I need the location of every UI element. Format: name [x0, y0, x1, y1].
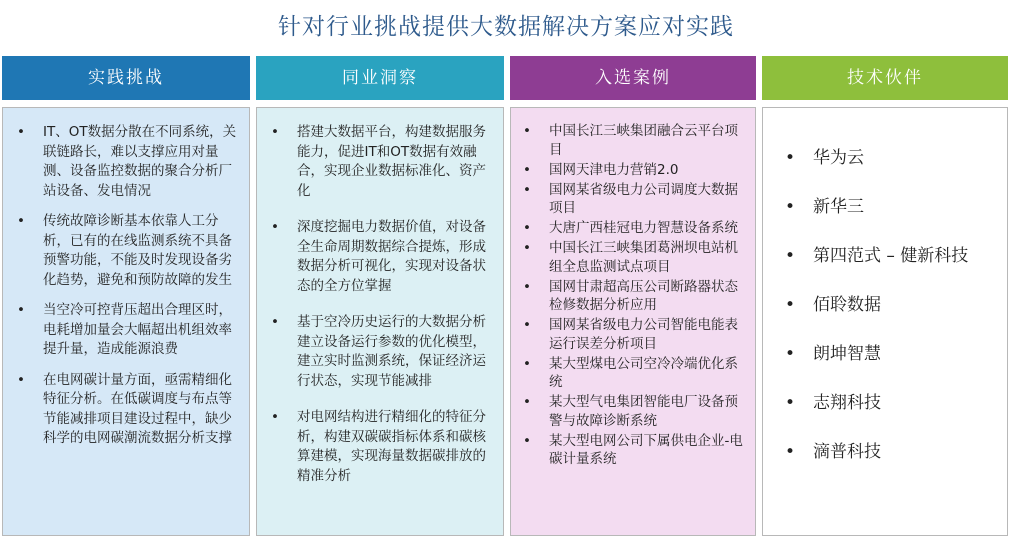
column-body [762, 107, 1008, 536]
list-item: • 滴普科技 [785, 442, 881, 462]
bullet-icon: • [523, 181, 531, 198]
list-item: • 中国长江三峡集团葛洲坝电站机组全息监测试点项目 [523, 240, 738, 275]
bullet-icon: • [785, 295, 796, 315]
list-item: • 传统故障诊断基本依靠人工分析，已有的在线监测系统不具备预警功能，不能及时发现设备劣化趋势，避免和预防故障的发生 [17, 213, 232, 288]
list-item: • 深度挖掘电力数据价值，对设备全生命周期数据综合提炼，形成数据分析可视化，实现对设备状态的全方位掌握 [271, 219, 486, 294]
bullet-icon: • [523, 220, 531, 236]
list-item: • 佰聆数据 [785, 295, 881, 315]
bullet-icon: • [271, 409, 279, 425]
column-header: 技术伙伴 [762, 56, 1008, 100]
list-item: • 第四范式 – 健新科技 [785, 246, 969, 266]
bullet-icon: • [785, 197, 796, 217]
column-body [2, 107, 250, 536]
bullet-icon: • [271, 314, 279, 330]
bullet-icon: • [17, 302, 25, 318]
list-item: • 新华三 [785, 197, 864, 217]
list-item: • 当空冷可控背压超出合理区时，电耗增加量会大幅超出机组效率提升量，造成能源浪费 [17, 302, 232, 357]
bullet-icon: • [523, 317, 531, 333]
bullet-list [17, 123, 239, 449]
list-item: • 朗坤智慧 [785, 344, 881, 364]
list-item: • 搭建大数据平台，构建数据服务能力，促进IT和OT数据有效融合，实现企业数据标准化、资产化 [271, 124, 486, 199]
bullet-list [271, 123, 495, 486]
column-header: 同业洞察 [256, 56, 504, 100]
bullet-icon: • [785, 246, 796, 266]
list-item: • 国网某省级电力公司调度大数据项目 [523, 181, 738, 216]
bullet-icon: • [17, 124, 25, 140]
bullet-icon: • [17, 213, 25, 229]
column-practice-challenges [2, 56, 250, 536]
list-item: • 大唐广西桂冠电力智慧设备系统 [523, 220, 738, 236]
list-item: • 在电网碳计量方面，亟需精细化特征分析。在低碳调度与布点等节能减排项目建设过程中，缺少科学的电网碳潮流数据分析支撑 [17, 371, 232, 446]
list-item: • 某大型煤电公司空冷冷端优化系统 [523, 355, 738, 390]
bullet-icon: • [785, 344, 796, 364]
list-item: • 中国长江三峡集团融合云平台项目 [523, 123, 738, 158]
bullet-icon: • [785, 442, 796, 462]
bullet-list [523, 122, 749, 469]
bullet-icon: • [523, 161, 531, 178]
column-header: 实践挑战 [2, 56, 250, 100]
list-item: • 华为云 [785, 148, 864, 168]
column-body [510, 107, 756, 536]
column-technology-partners [762, 56, 1008, 536]
bullet-icon: • [523, 432, 531, 449]
list-item: • IT、OT数据分散在不同系统，关联链路长，难以支撑应用对量测、设备监控数据的聚合分析厂站设备、发电情况 [17, 124, 237, 199]
list-item: • 某大型气电集团智能电厂设备预警与故障诊断系统 [523, 394, 738, 429]
bullet-icon: • [17, 371, 25, 388]
bullet-icon: • [785, 148, 796, 168]
bullet-icon: • [785, 393, 796, 413]
bullet-list [785, 146, 1001, 464]
column-header: 入选案例 [510, 56, 756, 100]
bullet-icon: • [523, 355, 531, 372]
list-item: • 某大型电网公司下属供电企业-电碳计量系统 [523, 432, 743, 467]
bullet-icon: • [523, 240, 531, 256]
column-body [256, 107, 504, 536]
bullet-icon: • [523, 123, 531, 139]
bullet-icon: • [271, 219, 279, 235]
column-industry-insights [256, 56, 504, 536]
list-item: • 国网某省级电力公司智能电能表运行误差分析项目 [523, 317, 738, 352]
column-selected-cases [510, 56, 756, 536]
list-item: • 基于空冷历史运行的大数据分析建立设备运行参数的优化模型，建立实时监测系统，保证经济运行状态，实现节能减排 [271, 314, 486, 389]
list-item: • 对电网结构进行精细化的特征分析，构建双碳碳指标体系和碳核算建模，实现海量数据碳排放的精准分析 [271, 409, 486, 484]
list-item: • 国网天津电力营销2.0 [523, 161, 679, 178]
bullet-icon: • [271, 124, 279, 140]
bullet-icon: • [523, 278, 531, 295]
list-item: • 国网甘肃超高压公司断路器状态检修数据分析应用 [523, 278, 738, 313]
bullet-icon: • [523, 394, 531, 410]
page-title: 针对行业挑战提供大数据解决方案应对实践 [278, 14, 734, 40]
list-item: • 志翔科技 [785, 393, 881, 413]
